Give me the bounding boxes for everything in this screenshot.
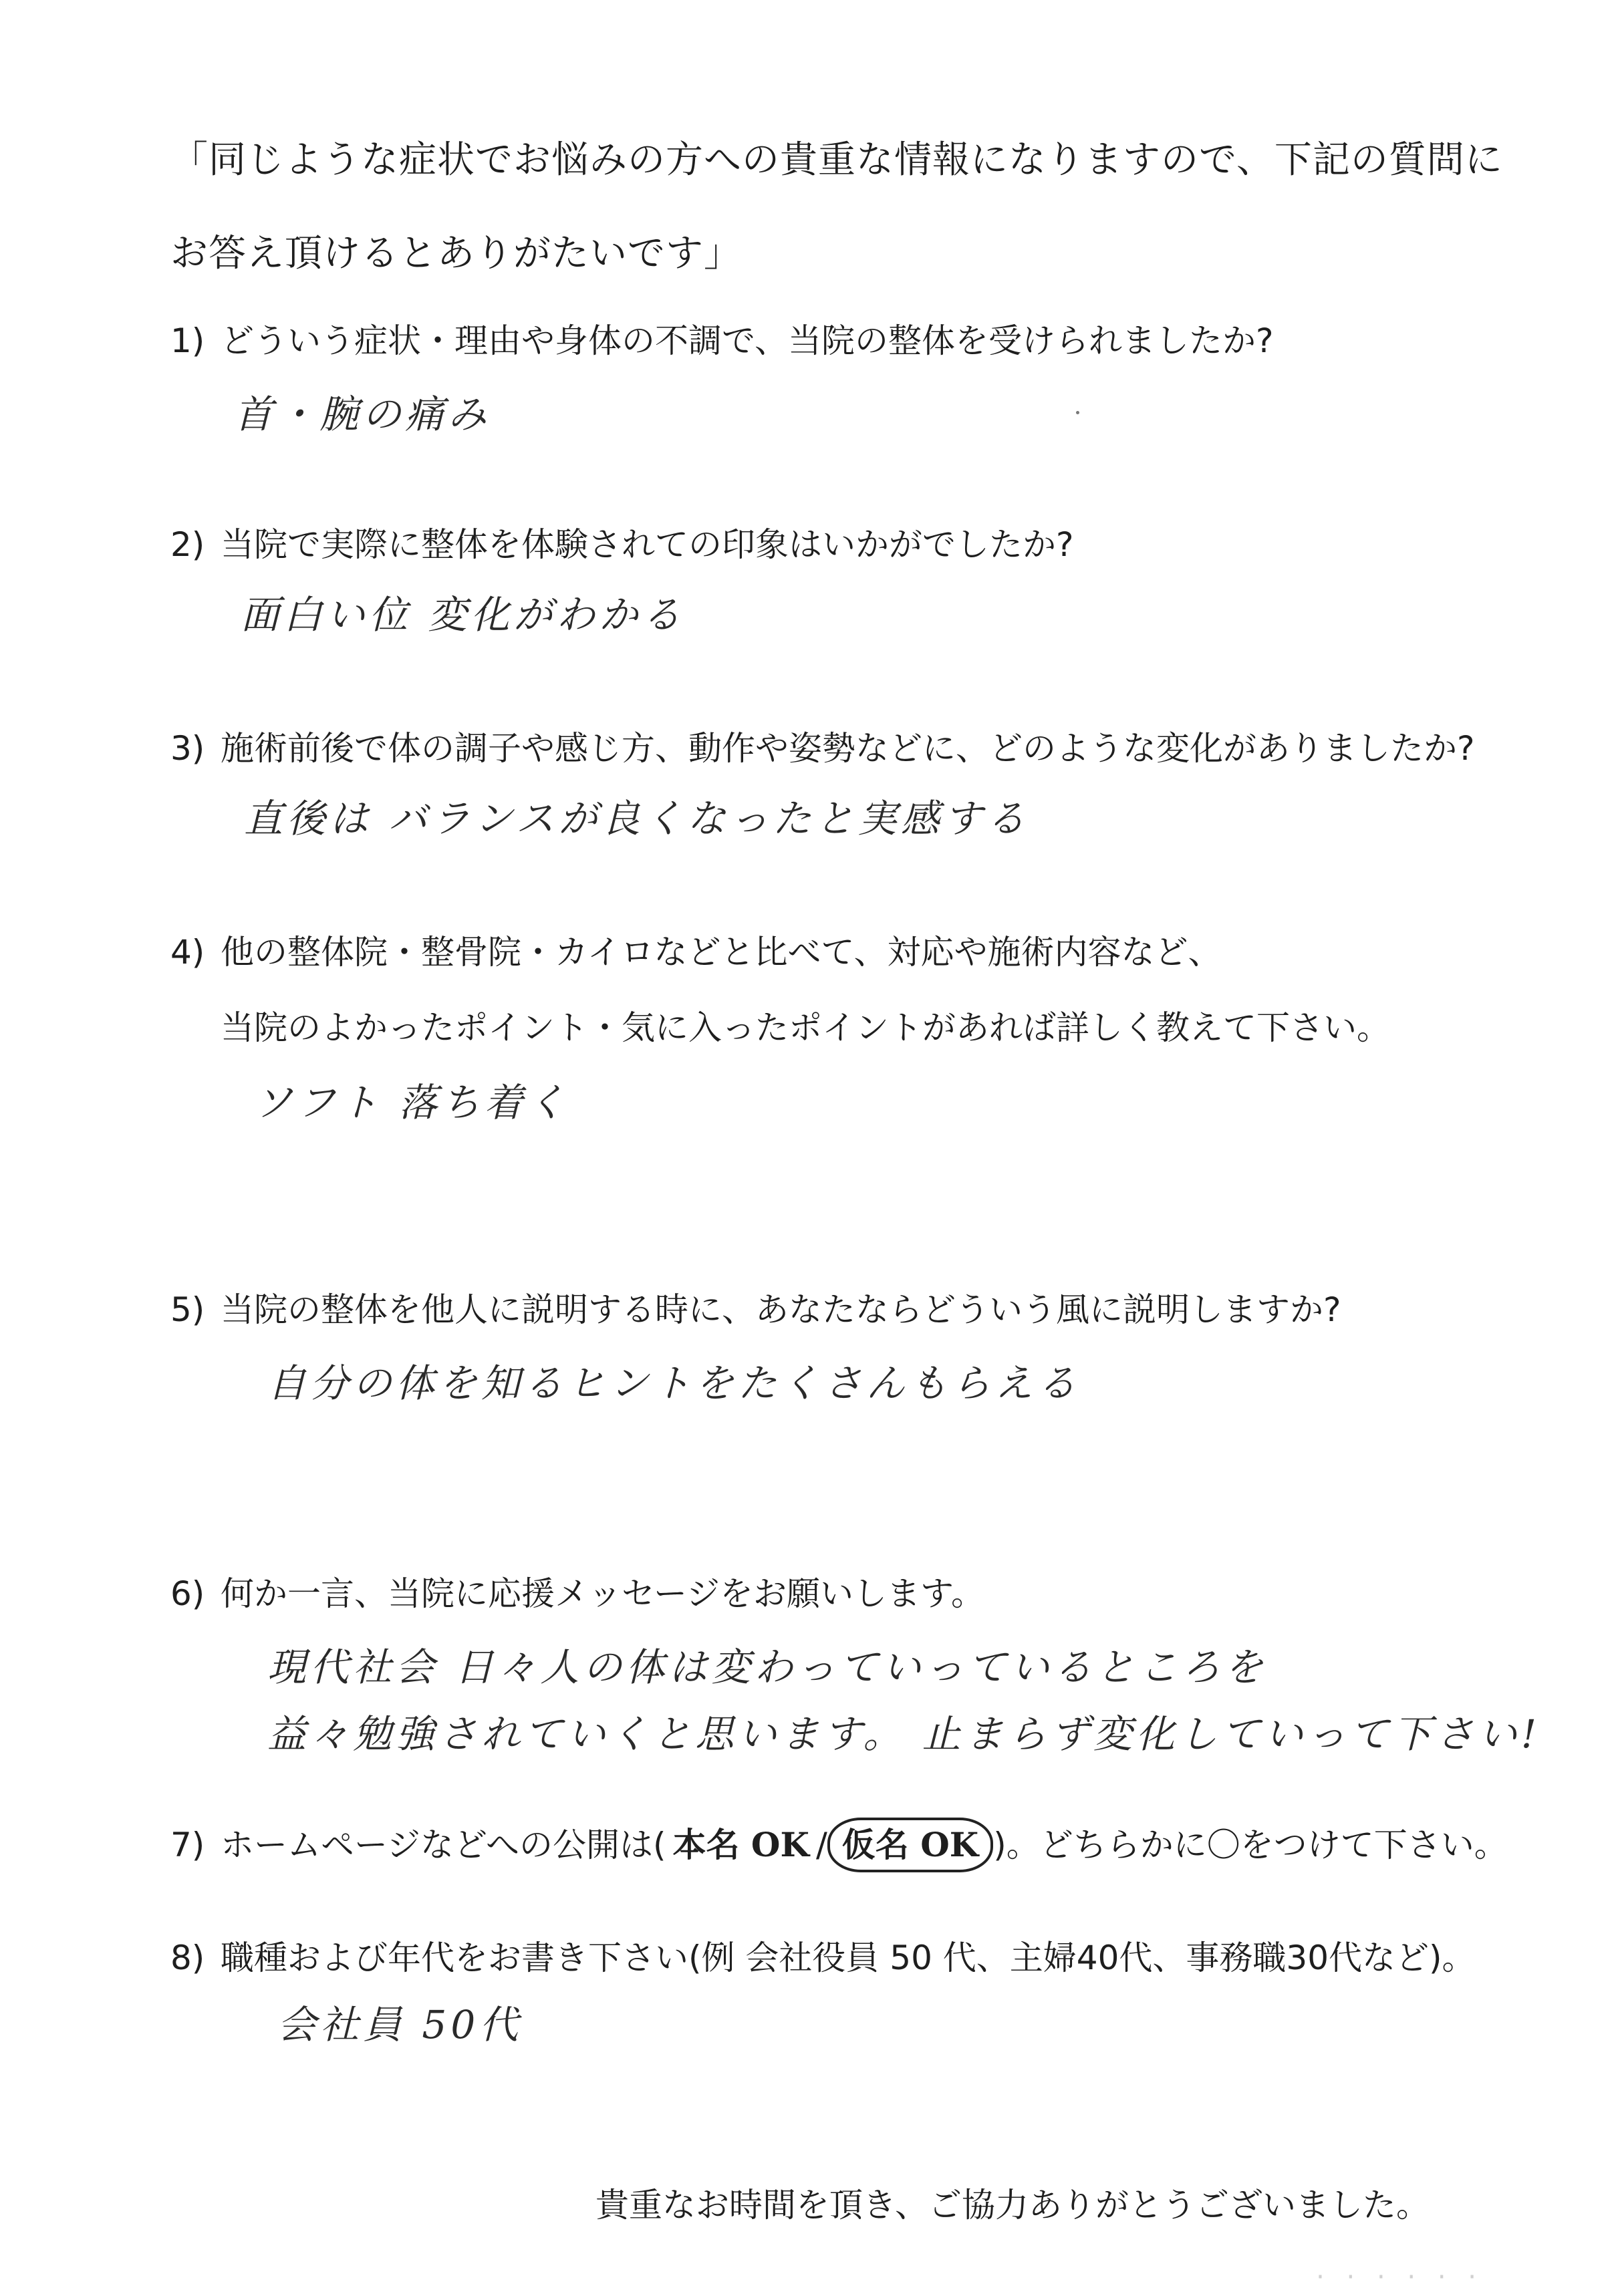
question-6 bbox=[170, 1574, 984, 1614]
question-8 bbox=[170, 1938, 1476, 1978]
intro-text bbox=[170, 114, 1507, 301]
question-7 bbox=[170, 1818, 1508, 1872]
question-3 bbox=[170, 728, 1475, 768]
publication-prefix: ホームページなどへの公開は( bbox=[221, 1826, 666, 1864]
question-text: 当院の整体を他人に説明する時に、あなたならどういう風に説明しますか? bbox=[221, 1290, 1341, 1329]
answer-6-line-2: 益々勉強されていくと思います。 止まらず変化していって下さい! bbox=[267, 1711, 1541, 1757]
answer-8: 会社員 50代 bbox=[277, 2002, 523, 2047]
question-number: 8) bbox=[170, 1939, 205, 1977]
question-text: どういう症状・理由や身体の不調で、当院の整体を受けられましたか? bbox=[221, 321, 1274, 360]
question-number: 3) bbox=[170, 729, 205, 768]
answer-2: 面白い位 変化がわかる bbox=[241, 592, 685, 637]
intro-line-1: 「同じような症状でお悩みの方への貴重な情報になりますので、下記の質問に bbox=[170, 138, 1503, 182]
answer-3: 直後は バランスが良くなったと実感する bbox=[244, 796, 1029, 841]
question-number: 7) bbox=[170, 1826, 205, 1864]
question-number: 5) bbox=[170, 1290, 205, 1329]
question-number: 4) bbox=[170, 933, 205, 972]
question-number: 6) bbox=[170, 1574, 205, 1613]
answer-1: 首・腕の痛み bbox=[234, 392, 491, 437]
question-4-continued: 当院のよかったポイント・気に入ったポイントがあれば詳しく教えて下さい。 bbox=[221, 1008, 1390, 1047]
option-pseudonym-circled: 仮名 OK bbox=[827, 1818, 993, 1872]
faint-stamp: · · · · · · bbox=[1316, 2262, 1483, 2293]
question-5 bbox=[170, 1290, 1341, 1330]
question-text: 何か一言、当院に応援メッセージをお願いします。 bbox=[221, 1574, 984, 1613]
option-separator: / bbox=[815, 1826, 827, 1864]
question-text: 職種および年代をお書き下さい(例 会社役員 50 代、主婦40代、事務職30代など)。 bbox=[221, 1939, 1476, 1977]
question-text: 施術前後で体の調子や感じ方、動作や姿勢などに、どのような変化がありましたか? bbox=[221, 729, 1475, 768]
question-2 bbox=[170, 525, 1074, 565]
answer-4: ソフト 落ち着く bbox=[254, 1080, 570, 1125]
answer-5: 自分の体を知るヒントをたくさんもらえる bbox=[267, 1360, 1081, 1406]
question-number: 2) bbox=[170, 525, 205, 564]
question-text: 当院で実際に整体を体験されての印象はいかがでしたか? bbox=[221, 525, 1074, 564]
answer-6-line-1: 現代社会 日々人の体は変わっていっているところを bbox=[267, 1644, 1267, 1690]
question-4 bbox=[170, 932, 1222, 972]
stray-mark bbox=[1076, 411, 1079, 414]
closing-thanks: 貴重なお時間を頂き、ご協力ありがとうございました。 bbox=[595, 2186, 1430, 2225]
question-text: 他の整体院・整骨院・カイロなどと比べて、対応や施術内容など、 bbox=[221, 933, 1222, 972]
option-real-name: 本名 OK bbox=[672, 1825, 809, 1864]
intro-line-2: お答え頂けるとありがたいです」 bbox=[170, 232, 742, 275]
question-1 bbox=[170, 321, 1274, 361]
publication-suffix: )。どちらかに〇をつけて下さい。 bbox=[993, 1826, 1508, 1864]
question-number: 1) bbox=[170, 321, 205, 360]
